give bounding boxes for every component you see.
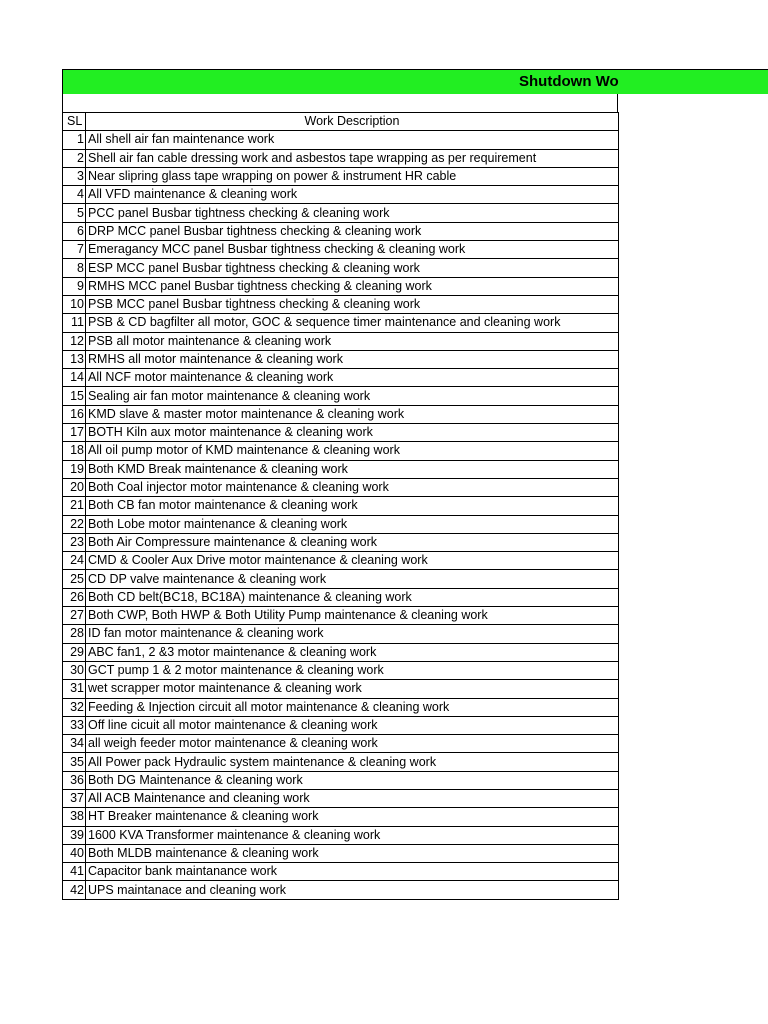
row-sl: 6 bbox=[63, 222, 86, 240]
row-description: GCT pump 1 & 2 motor maintenance & cleaning work bbox=[86, 661, 619, 679]
table-row bbox=[63, 515, 619, 533]
row-sl: 32 bbox=[63, 698, 86, 716]
table-row bbox=[63, 259, 619, 277]
row-description: Emeragancy MCC panel Busbar tightness checking & cleaning work bbox=[86, 241, 619, 259]
table-row bbox=[63, 771, 619, 789]
row-description: ABC fan1, 2 &3 motor maintenance & cleaning work bbox=[86, 643, 619, 661]
table-row bbox=[63, 661, 619, 679]
row-description: HT Breaker maintenance & cleaning work bbox=[86, 808, 619, 826]
table-row bbox=[63, 497, 619, 515]
row-description: Feeding & Injection circuit all motor maintenance & cleaning work bbox=[86, 698, 619, 716]
row-sl: 21 bbox=[63, 497, 86, 515]
row-description: Both CB fan motor maintenance & cleaning work bbox=[86, 497, 619, 515]
table-row bbox=[63, 149, 619, 167]
table-row bbox=[63, 186, 619, 204]
row-sl: 34 bbox=[63, 735, 86, 753]
row-description: 1600 KVA Transformer maintenance & cleaning work bbox=[86, 826, 619, 844]
row-description: RMHS MCC panel Busbar tightness checking & cleaning work bbox=[86, 277, 619, 295]
table-row bbox=[63, 735, 619, 753]
row-description: ID fan motor maintenance & cleaning work bbox=[86, 625, 619, 643]
table-row bbox=[63, 881, 619, 899]
row-description: All Power pack Hydraulic system maintenance & cleaning work bbox=[86, 753, 619, 771]
row-sl: 25 bbox=[63, 570, 86, 588]
row-description: All oil pump motor of KMD maintenance & cleaning work bbox=[86, 442, 619, 460]
row-sl: 17 bbox=[63, 424, 86, 442]
row-description: Both Coal injector motor maintenance & cleaning work bbox=[86, 478, 619, 496]
sheet-title: Shutdown Wo bbox=[519, 73, 619, 90]
row-sl: 19 bbox=[63, 460, 86, 478]
table-row bbox=[63, 570, 619, 588]
table-row bbox=[63, 277, 619, 295]
row-sl: 14 bbox=[63, 369, 86, 387]
table-row bbox=[63, 808, 619, 826]
row-sl: 16 bbox=[63, 405, 86, 423]
table-row bbox=[63, 844, 619, 862]
table-row bbox=[63, 826, 619, 844]
row-sl: 1 bbox=[63, 131, 86, 149]
row-description: PSB MCC panel Busbar tightness checking & cleaning work bbox=[86, 295, 619, 313]
table-row bbox=[63, 350, 619, 368]
row-sl: 37 bbox=[63, 789, 86, 807]
row-description: Both CWP, Both HWP & Both Utility Pump maintenance & cleaning work bbox=[86, 607, 619, 625]
row-description: UPS maintanace and cleaning work bbox=[86, 881, 619, 899]
table-row bbox=[63, 607, 619, 625]
row-sl: 40 bbox=[63, 844, 86, 862]
row-sl: 10 bbox=[63, 295, 86, 313]
row-description: Near slipring glass tape wrapping on power & instrument HR cable bbox=[86, 167, 619, 185]
work-table bbox=[62, 112, 619, 900]
row-description: All ACB Maintenance and cleaning work bbox=[86, 789, 619, 807]
row-sl: 42 bbox=[63, 881, 86, 899]
table-row bbox=[63, 424, 619, 442]
row-description: Shell air fan cable dressing work and asbestos tape wrapping as per requirement bbox=[86, 149, 619, 167]
table-row bbox=[63, 222, 619, 240]
row-description: RMHS all motor maintenance & cleaning work bbox=[86, 350, 619, 368]
row-sl: 8 bbox=[63, 259, 86, 277]
row-description: Sealing air fan motor maintenance & cleaning work bbox=[86, 387, 619, 405]
row-sl: 18 bbox=[63, 442, 86, 460]
table-row bbox=[63, 204, 619, 222]
row-description: Both Lobe motor maintenance & cleaning work bbox=[86, 515, 619, 533]
header-row bbox=[63, 113, 619, 131]
table-row bbox=[63, 131, 619, 149]
table-row bbox=[63, 680, 619, 698]
row-sl: 3 bbox=[63, 167, 86, 185]
table-row bbox=[63, 295, 619, 313]
table-row bbox=[63, 789, 619, 807]
table-row bbox=[63, 314, 619, 332]
row-sl: 38 bbox=[63, 808, 86, 826]
table-row bbox=[63, 698, 619, 716]
row-description: PSB & CD bagfilter all motor, GOC & sequence timer maintenance and cleaning work bbox=[86, 314, 619, 332]
title-banner bbox=[62, 69, 768, 94]
sl-header: SL bbox=[63, 113, 86, 131]
row-description: All VFD maintenance & cleaning work bbox=[86, 186, 619, 204]
table-row bbox=[63, 533, 619, 551]
description-header: Work Description bbox=[86, 113, 619, 131]
table-row bbox=[63, 405, 619, 423]
blank-row bbox=[62, 94, 618, 113]
row-description: Both KMD Break maintenance & cleaning work bbox=[86, 460, 619, 478]
table-row bbox=[63, 588, 619, 606]
table-row bbox=[63, 478, 619, 496]
row-description: CMD & Cooler Aux Drive motor maintenance & cleaning work bbox=[86, 552, 619, 570]
row-description: PCC panel Busbar tightness checking & cleaning work bbox=[86, 204, 619, 222]
table-row bbox=[63, 167, 619, 185]
row-description: Both CD belt(BC18, BC18A) maintenance & cleaning work bbox=[86, 588, 619, 606]
row-sl: 31 bbox=[63, 680, 86, 698]
row-description: All NCF motor maintenance & cleaning work bbox=[86, 369, 619, 387]
row-sl: 20 bbox=[63, 478, 86, 496]
row-description: Both MLDB maintenance & cleaning work bbox=[86, 844, 619, 862]
row-sl: 7 bbox=[63, 241, 86, 259]
row-sl: 4 bbox=[63, 186, 86, 204]
row-description: Both Air Compressure maintenance & cleaning work bbox=[86, 533, 619, 551]
row-description: wet scrapper motor maintenance & cleaning work bbox=[86, 680, 619, 698]
table-row bbox=[63, 332, 619, 350]
row-sl: 39 bbox=[63, 826, 86, 844]
row-sl: 13 bbox=[63, 350, 86, 368]
table-row bbox=[63, 625, 619, 643]
row-sl: 36 bbox=[63, 771, 86, 789]
row-description: KMD slave & master motor maintenance & cleaning work bbox=[86, 405, 619, 423]
row-sl: 22 bbox=[63, 515, 86, 533]
row-description: All shell air fan maintenance work bbox=[86, 131, 619, 149]
row-description: CD DP valve maintenance & cleaning work bbox=[86, 570, 619, 588]
row-sl: 30 bbox=[63, 661, 86, 679]
row-sl: 23 bbox=[63, 533, 86, 551]
table-row bbox=[63, 716, 619, 734]
row-description: all weigh feeder motor maintenance & cleaning work bbox=[86, 735, 619, 753]
row-sl: 41 bbox=[63, 863, 86, 881]
table-row bbox=[63, 552, 619, 570]
row-sl: 12 bbox=[63, 332, 86, 350]
table-row bbox=[63, 387, 619, 405]
row-description: ESP MCC panel Busbar tightness checking & cleaning work bbox=[86, 259, 619, 277]
row-description: Off line cicuit all motor maintenance & cleaning work bbox=[86, 716, 619, 734]
table-row bbox=[63, 863, 619, 881]
row-sl: 5 bbox=[63, 204, 86, 222]
row-sl: 9 bbox=[63, 277, 86, 295]
row-sl: 35 bbox=[63, 753, 86, 771]
row-description: PSB all motor maintenance & cleaning work bbox=[86, 332, 619, 350]
table-row bbox=[63, 460, 619, 478]
row-sl: 11 bbox=[63, 314, 86, 332]
table-row bbox=[63, 643, 619, 661]
row-sl: 24 bbox=[63, 552, 86, 570]
table-row bbox=[63, 241, 619, 259]
row-sl: 27 bbox=[63, 607, 86, 625]
row-sl: 15 bbox=[63, 387, 86, 405]
table-row bbox=[63, 753, 619, 771]
row-sl: 29 bbox=[63, 643, 86, 661]
row-sl: 28 bbox=[63, 625, 86, 643]
row-sl: 26 bbox=[63, 588, 86, 606]
row-description: DRP MCC panel Busbar tightness checking & cleaning work bbox=[86, 222, 619, 240]
table-row bbox=[63, 442, 619, 460]
row-sl: 2 bbox=[63, 149, 86, 167]
table-row bbox=[63, 369, 619, 387]
row-description: Capacitor bank maintanance work bbox=[86, 863, 619, 881]
row-sl: 33 bbox=[63, 716, 86, 734]
row-description: Both DG Maintenance & cleaning work bbox=[86, 771, 619, 789]
row-description: BOTH Kiln aux motor maintenance & cleaning work bbox=[86, 424, 619, 442]
